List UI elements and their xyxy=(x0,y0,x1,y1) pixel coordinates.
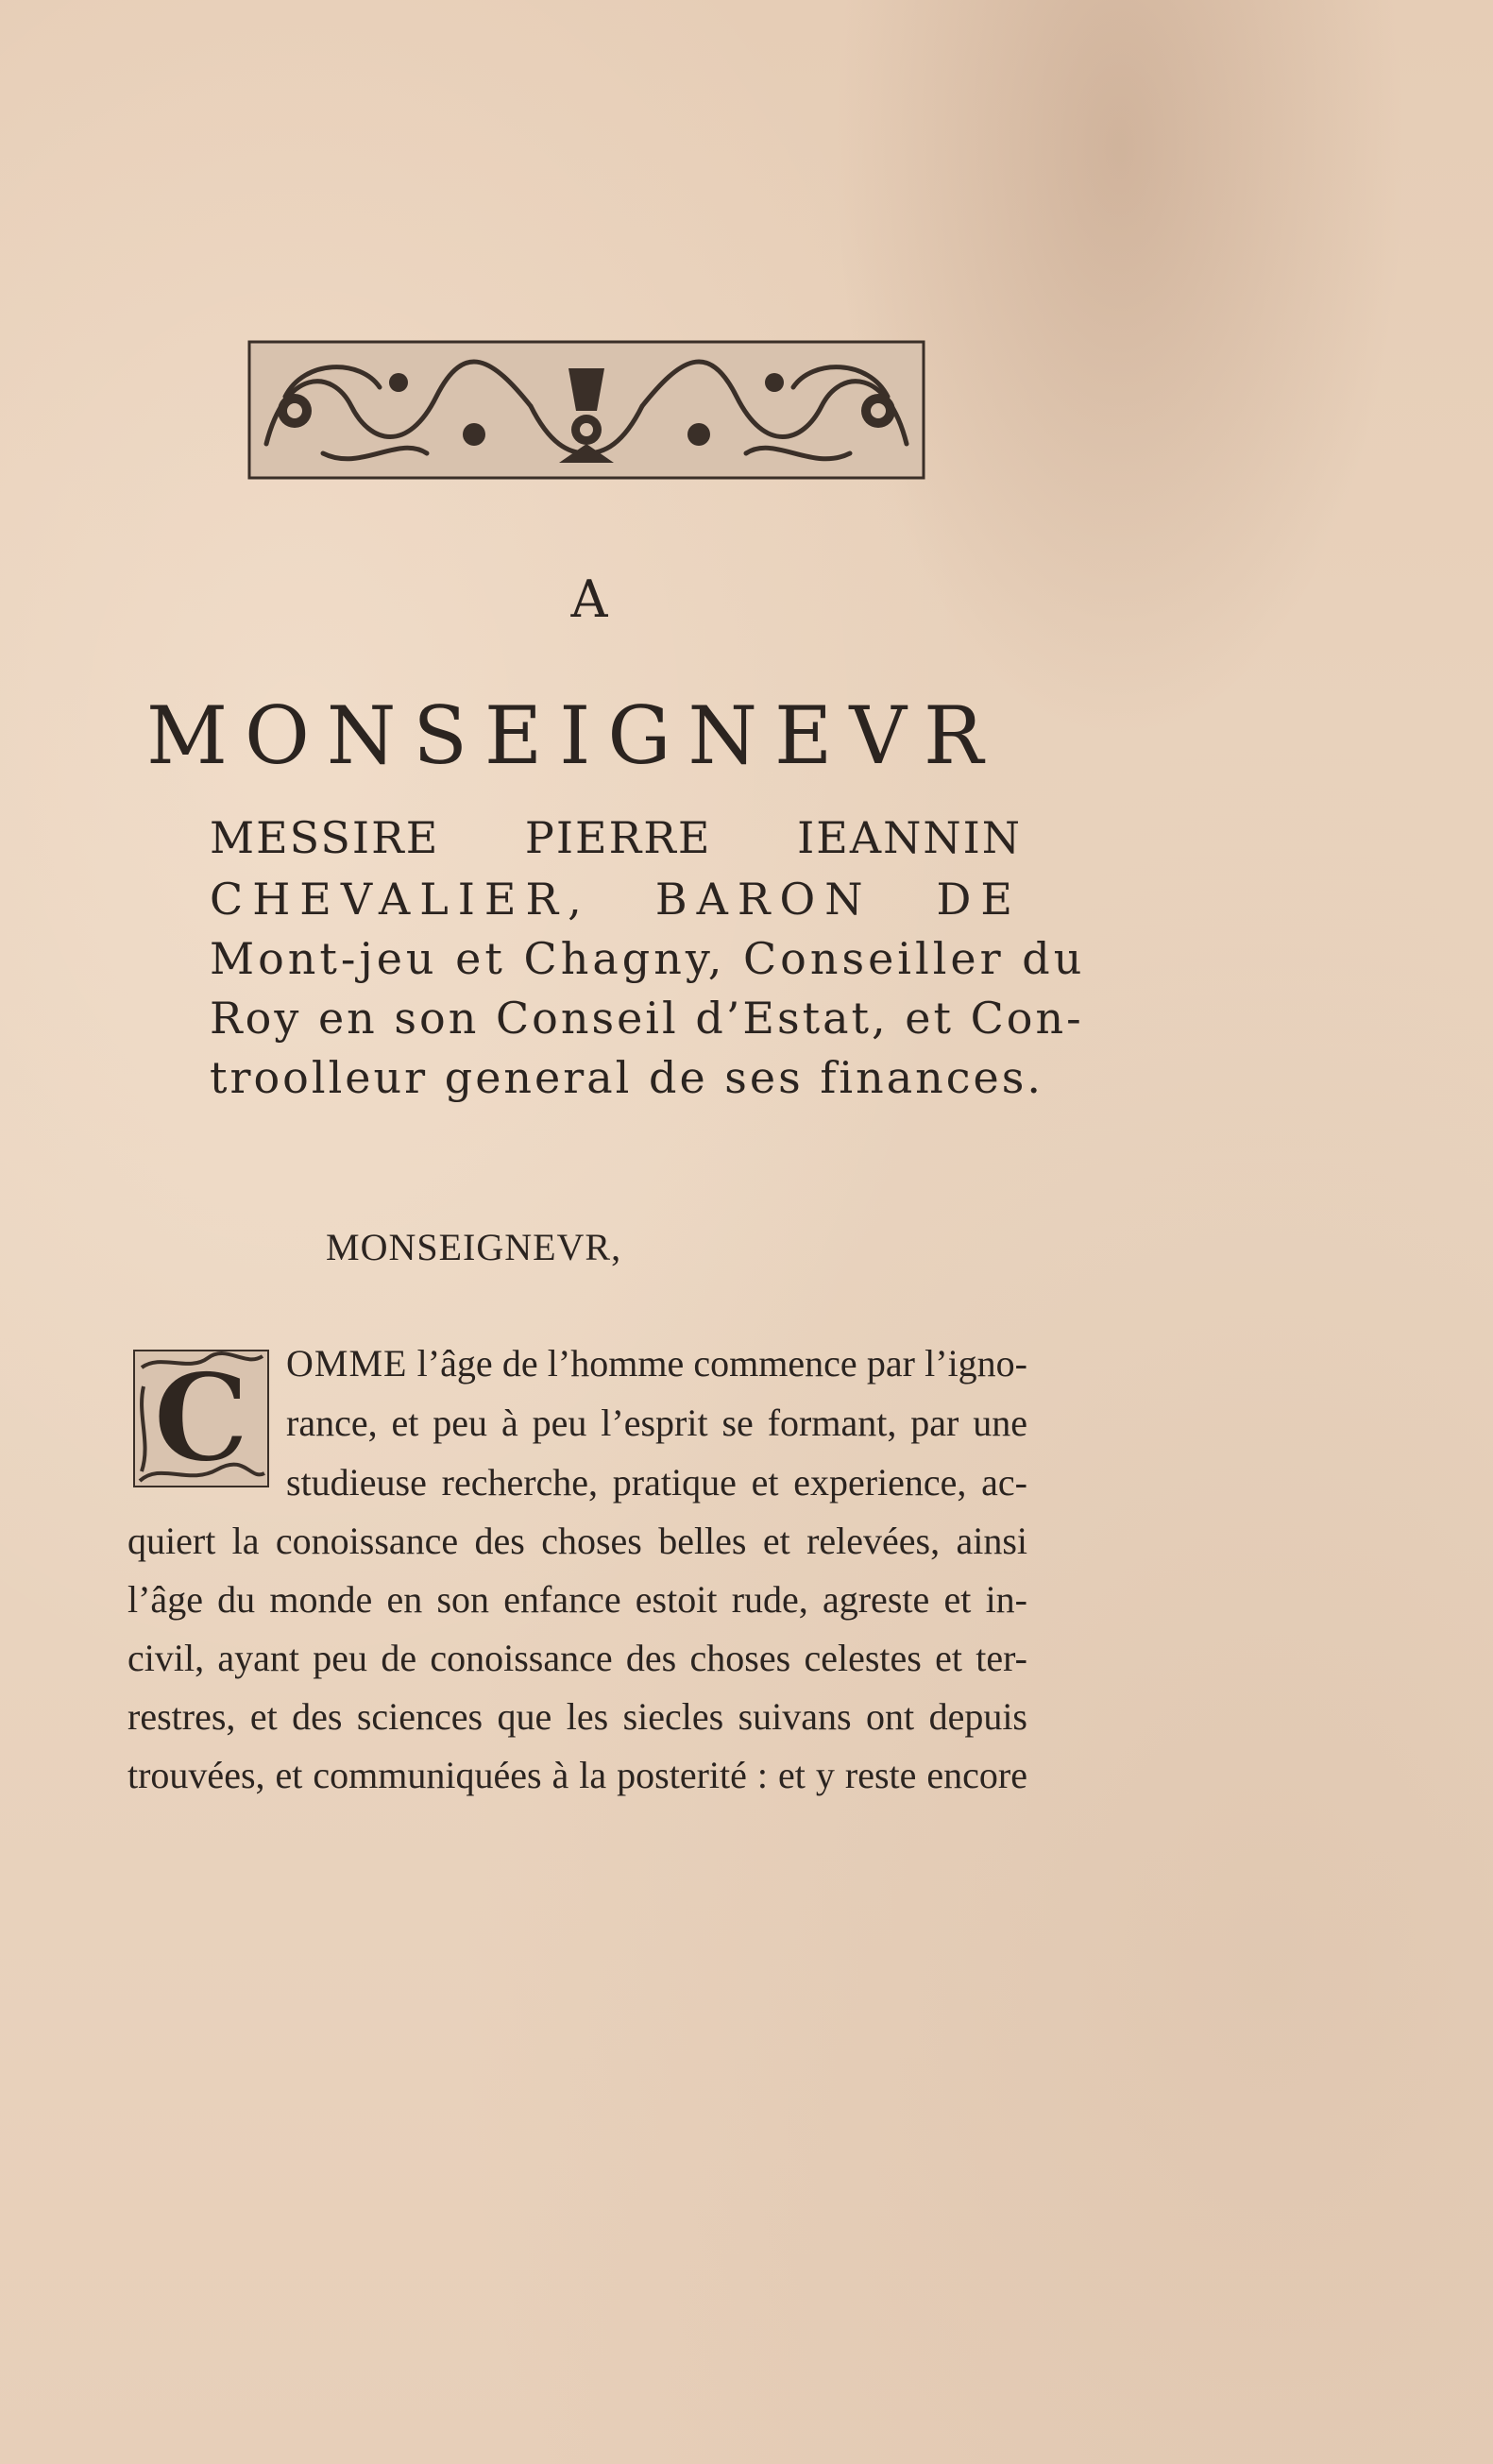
title-line: Roy en son Conseil d’Estat, et Con- xyxy=(210,993,1084,1044)
body-line: l’âge du monde en son enfance estoit rude, agreste et in- xyxy=(127,1578,1027,1621)
title-line: CHEVALIER, BARON DE xyxy=(210,874,1022,925)
headpiece-ornament-icon xyxy=(247,340,925,480)
first-word-rest: OMME xyxy=(286,1342,408,1385)
salutation: MONSEIGNEVR, xyxy=(326,1226,622,1268)
title-line: troolleur general de ses finances. xyxy=(210,1052,1043,1103)
drop-cap-initial-icon xyxy=(132,1349,270,1488)
body-line: OMME l’âge de l’homme commence par l’igno- xyxy=(286,1342,1028,1385)
title-line: Mont-jeu et Chagny, Conseiller du xyxy=(210,933,1086,984)
body-line: studieuse recherche, pratique et experience, ac- xyxy=(286,1461,1027,1504)
body-line: trouvées, et communiquées à la posterité : et y reste encore xyxy=(127,1754,1027,1796)
dedication-prefix: A xyxy=(570,569,610,629)
addressee-title: MONSEIGNEVR xyxy=(146,689,1001,782)
body-line: civil, ayant peu de conoissance des choses celestes et ter- xyxy=(127,1637,1027,1679)
body-line: restres, et des sciences que les siecles suivans ont depuis xyxy=(127,1695,1027,1738)
body-line: rance, et peu à peu l’esprit se formant, par une xyxy=(286,1402,1027,1444)
svg-text:C: C xyxy=(153,1349,249,1488)
title-line: MESSIRE PIERRE IEANNIN xyxy=(210,812,1022,863)
body-line: quiert la conoissance des choses belles et relevées, ainsi xyxy=(127,1520,1027,1562)
